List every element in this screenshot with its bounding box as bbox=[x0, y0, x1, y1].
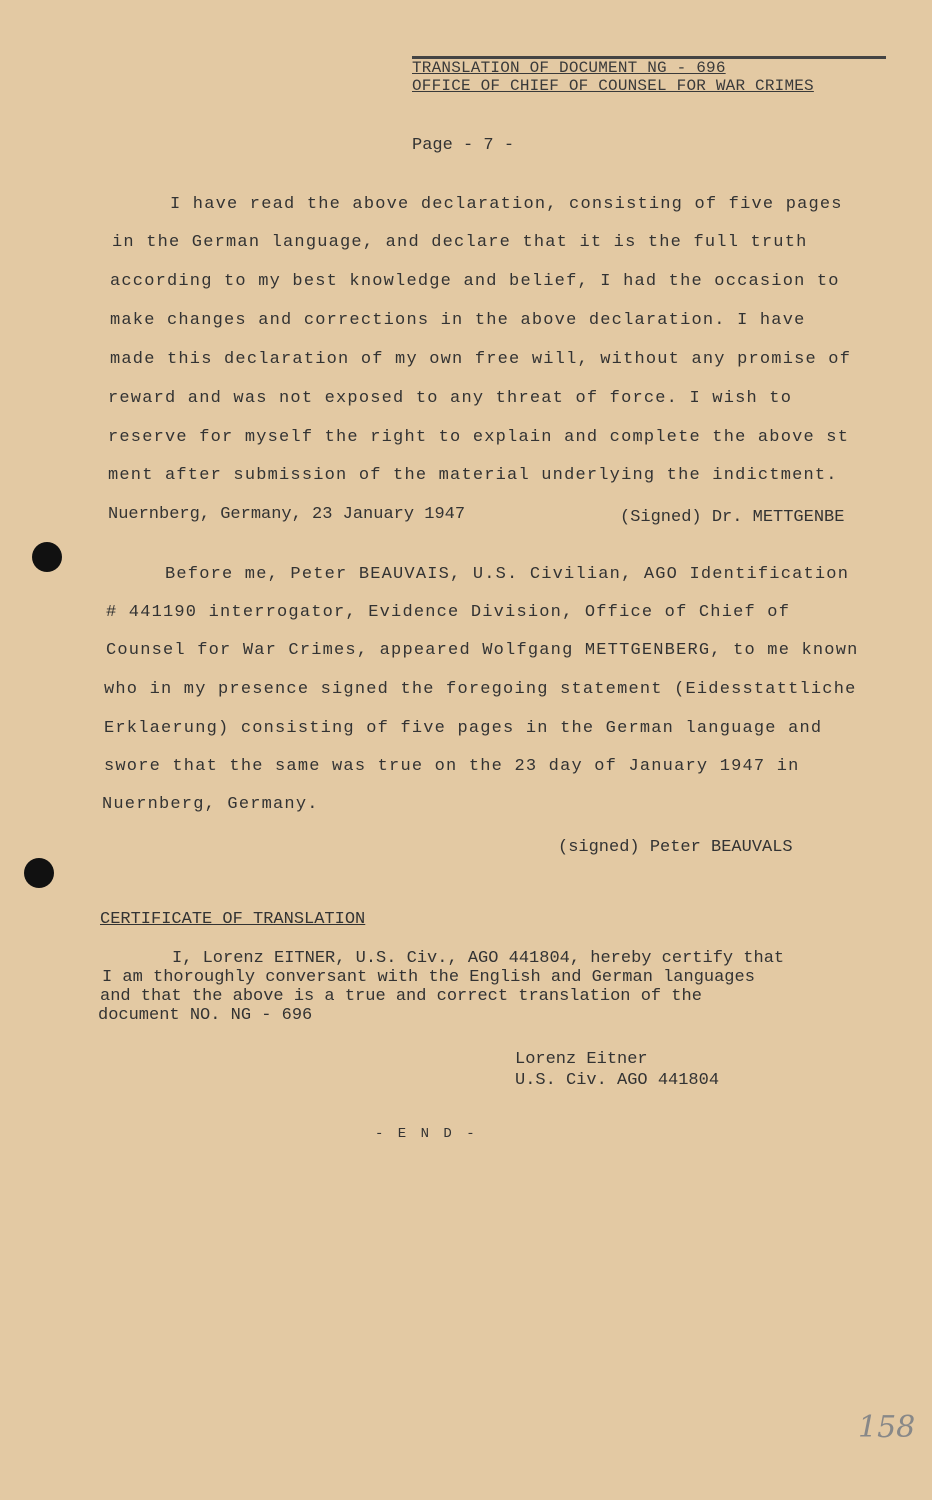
end-mark: - E N D - bbox=[375, 1126, 478, 1142]
declaration-line: made this declaration of my own free will, without any promise of bbox=[110, 350, 852, 369]
declarant-signature: (Signed) Dr. METTGENBE bbox=[620, 508, 845, 527]
document-header bbox=[412, 56, 886, 95]
declaration-line: reserve for myself the right to explain and complete the above st bbox=[108, 428, 850, 447]
declaration-line: according to my best knowledge and belief, I had the occasion to bbox=[110, 272, 840, 291]
certificate-heading: CERTIFICATE OF TRANSLATION bbox=[100, 910, 366, 929]
handwritten-page-number: 158 bbox=[858, 1410, 916, 1445]
translator-id: U.S. Civ. AGO 441804 bbox=[515, 1071, 720, 1090]
declaration-place-date: Nuernberg, Germany, 23 January 1947 bbox=[108, 505, 466, 524]
attestation-line: Erklaerung) consisting of five pages in the German language and bbox=[104, 719, 823, 738]
page-number: Page - 7 - bbox=[412, 136, 515, 155]
declaration-line: ment after submission of the material underlying the indictment. bbox=[108, 466, 838, 485]
certificate-line: I, Lorenz EITNER, U.S. Civ., AGO 441804, hereby certify that bbox=[172, 949, 785, 968]
attestation-line: Nuernberg, Germany. bbox=[102, 795, 319, 814]
attestation-line: Before me, Peter BEAUVAIS, U.S. Civilian, AGO Identification bbox=[165, 565, 850, 584]
certificate-line: and that the above is a true and correct translation of the bbox=[100, 987, 702, 1006]
declaration-line: reward and was not exposed to any threat of force. I wish to bbox=[108, 389, 793, 408]
header-title: TRANSLATION OF DOCUMENT NG - 696 bbox=[412, 59, 726, 77]
attestation-line: Counsel for War Crimes, appeared Wolfgang METTGENBERG, to me known bbox=[106, 641, 859, 660]
translator-name: Lorenz Eitner bbox=[515, 1050, 648, 1069]
header-office: OFFICE OF CHIEF OF COUNSEL FOR WAR CRIMES bbox=[412, 77, 814, 95]
declaration-line: in the German language, and declare that it is the full truth bbox=[112, 233, 808, 252]
attestation-line: who in my presence signed the foregoing statement (Eidesstattliche bbox=[104, 680, 857, 699]
interrogator-signature: (signed) Peter BEAUVALS bbox=[558, 838, 793, 857]
attestation-line: # 441190 interrogator, Evidence Division, Office of Chief of bbox=[106, 603, 791, 622]
declaration-line: make changes and corrections in the above declaration. I have bbox=[110, 311, 806, 330]
certificate-line: document NO. NG - 696 bbox=[98, 1006, 313, 1025]
certificate-line: I am thoroughly conversant with the English and German languages bbox=[102, 968, 755, 987]
attestation-line: swore that the same was true on the 23 day of January 1947 in bbox=[104, 757, 800, 776]
punch-hole bbox=[24, 858, 54, 888]
declaration-line: I have read the above declaration, consisting of five pages bbox=[170, 195, 843, 214]
punch-hole bbox=[32, 542, 62, 572]
